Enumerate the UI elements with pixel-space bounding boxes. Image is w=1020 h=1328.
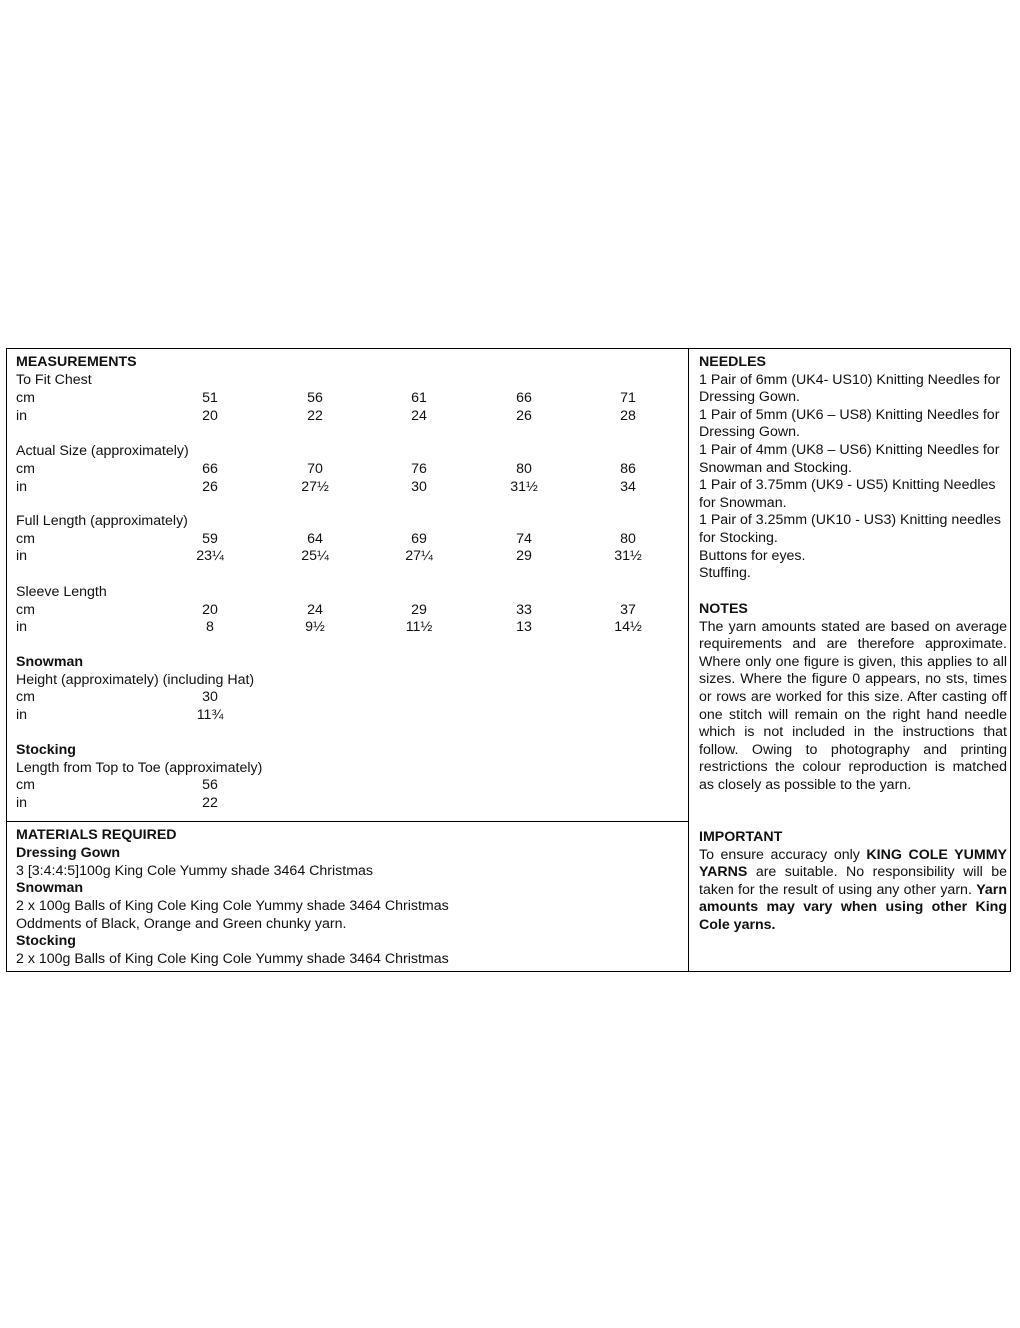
snowman-cm-value: 30 [202,689,218,705]
actual-size-label: Actual Size (approximately) [16,443,189,459]
stocking-yarn: 2 x 100g Balls of King Cole King Cole Yummy shade 3464 Christmas [16,951,449,967]
snowman-heading: Snowman [16,654,84,670]
cm-label: cm [16,777,35,793]
materials-section [7,822,688,971]
chest-in-value: 22 [307,408,323,424]
stocking-heading: Stocking [16,742,76,758]
snowman-yarn: 2 x 100g Balls of King Cole King Cole Yummy shade 3464 Christmas [16,898,449,914]
sleeve-cm-value: 24 [307,602,323,618]
measurements-heading: MEASUREMENTS [16,354,137,370]
needle-item: Stuffing. [699,565,751,582]
actual-cm-value: 80 [516,461,532,477]
actual-cm-value: 86 [620,461,636,477]
length-cm-value: 74 [516,531,532,547]
important-text-start: To ensure accuracy only [699,846,867,863]
actual-in-value: 26 [202,479,218,495]
needle-item: 1 Pair of 4mm (UK8 – US6) Knitting Needles for Snowman and Stocking. [699,441,1000,476]
needle-item: 1 Pair of 3.25mm (UK10 - US3) Knitting needles for Stocking. [699,512,1002,546]
chest-cm-value: 56 [307,390,323,406]
needle-item: Buttons for eyes. [699,547,806,564]
length-in-value: 25¼ [301,548,329,564]
in-label: in [16,479,28,495]
length-cm-value: 59 [202,531,218,547]
length-in-value: 27¼ [405,548,433,564]
notes-heading: NOTES [699,601,748,617]
actual-cm-value: 76 [411,461,427,477]
actual-in-value: 34 [620,479,636,495]
chest-in-value: 26 [516,408,532,424]
chest-cm-value: 66 [516,390,532,406]
sleeve-in-value: 13 [516,619,532,635]
sleeve-in-value: 14½ [614,619,642,635]
needles-heading: NEEDLES [699,354,767,370]
needles-section [699,354,1007,583]
snowman-height-label: Height (approximately) (including Hat) [16,672,255,688]
sleeve-length-label: Sleeve Length [16,584,107,600]
cm-label: cm [16,461,35,477]
sleeve-cm-value: 33 [516,602,532,618]
in-label: in [16,795,28,811]
length-in-value: 29 [516,548,532,564]
materials-heading: MATERIALS REQUIRED [16,827,177,843]
full-length-label: Full Length (approximately) [16,513,188,529]
length-cm-value: 64 [307,531,323,547]
important-warning: Yarn amounts may vary when using other King Cole yarns. [699,881,1007,933]
pattern-info-sheet [6,348,1011,972]
in-label: in [16,619,28,635]
needle-item: 1 Pair of 5mm (UK6 – US8) Knitting Needles for Dressing Gown. [699,406,1000,441]
important-brand: KING COLE YUMMY YARNS [699,846,1007,881]
chest-cm-value: 51 [202,390,218,406]
stocking-cm-value: 56 [202,777,218,793]
snowman-materials-heading: Snowman [16,880,84,896]
length-cm-value: 80 [620,531,636,547]
chest-cm-value: 61 [411,390,427,406]
important-heading: IMPORTANT [699,829,783,845]
notes-section [699,601,1007,795]
in-label: in [16,707,28,723]
stocking-length-label: Length from Top to Toe (approximately) [16,760,263,776]
cm-label: cm [16,390,35,406]
actual-in-value: 30 [411,479,427,495]
right-column [689,349,1010,971]
important-section [699,829,1007,935]
stocking-materials-heading: Stocking [16,933,76,949]
sleeve-cm-value: 37 [620,602,636,618]
snowman-oddments: Oddments of Black, Orange and Green chunky yarn. [16,916,347,932]
actual-in-value: 27½ [301,479,329,495]
notes-text: The yarn amounts stated are based on average requirements and are therefore approximate. Where only one figure is given, this applies to all sizes. Where the figure 0 appears, no sts, times or rows are worked for this size. After casting off one stitch will remain on the right hand needle which is not included in the instructions that follow. Owing to photography and printing restrictions the colour reproduction is matched as closely as possible to the yarn. [699,618,1007,793]
actual-in-value: 31½ [510,479,538,495]
chest-cm-value: 71 [620,390,636,406]
length-in-value: 23¼ [196,548,224,564]
dressing-gown-yarn: 3 [3:4:4:5]100g King Cole Yummy shade 3464 Christmas [16,863,374,879]
sleeve-in-value: 11½ [405,619,433,635]
snowman-in-value: 11¾ [196,707,224,723]
important-text-middle: are suitable. No responsibility will be taken for the result of using any other yarn. [699,864,1007,898]
to-fit-chest-label: To Fit Chest [16,372,92,388]
actual-cm-value: 70 [307,461,323,477]
important-text [699,847,1007,935]
actual-cm-value: 66 [202,461,218,477]
in-label: in [16,548,28,564]
needle-item: 1 Pair of 6mm (UK4- US10) Knitting Needles for Dressing Gown. [699,371,1001,406]
sleeve-in-value: 8 [206,619,214,635]
needle-item: 1 Pair of 3.75mm (UK9 - US5) Knitting Needles for Snowman. [699,477,996,511]
cm-label: cm [16,531,35,547]
left-column [7,349,689,971]
in-label: in [16,408,28,424]
cm-label: cm [16,602,35,618]
length-in-value: 31½ [614,548,642,564]
measurements-section [7,349,688,822]
sleeve-in-value: 9½ [305,619,325,635]
cm-label: cm [16,689,35,705]
sleeve-cm-value: 29 [411,602,427,618]
chest-in-value: 20 [202,408,218,424]
stocking-in-value: 22 [202,795,218,811]
chest-in-value: 24 [411,408,427,424]
length-cm-value: 69 [411,531,427,547]
dressing-gown-heading: Dressing Gown [16,845,121,861]
sleeve-cm-value: 20 [202,602,218,618]
chest-in-value: 28 [620,408,636,424]
